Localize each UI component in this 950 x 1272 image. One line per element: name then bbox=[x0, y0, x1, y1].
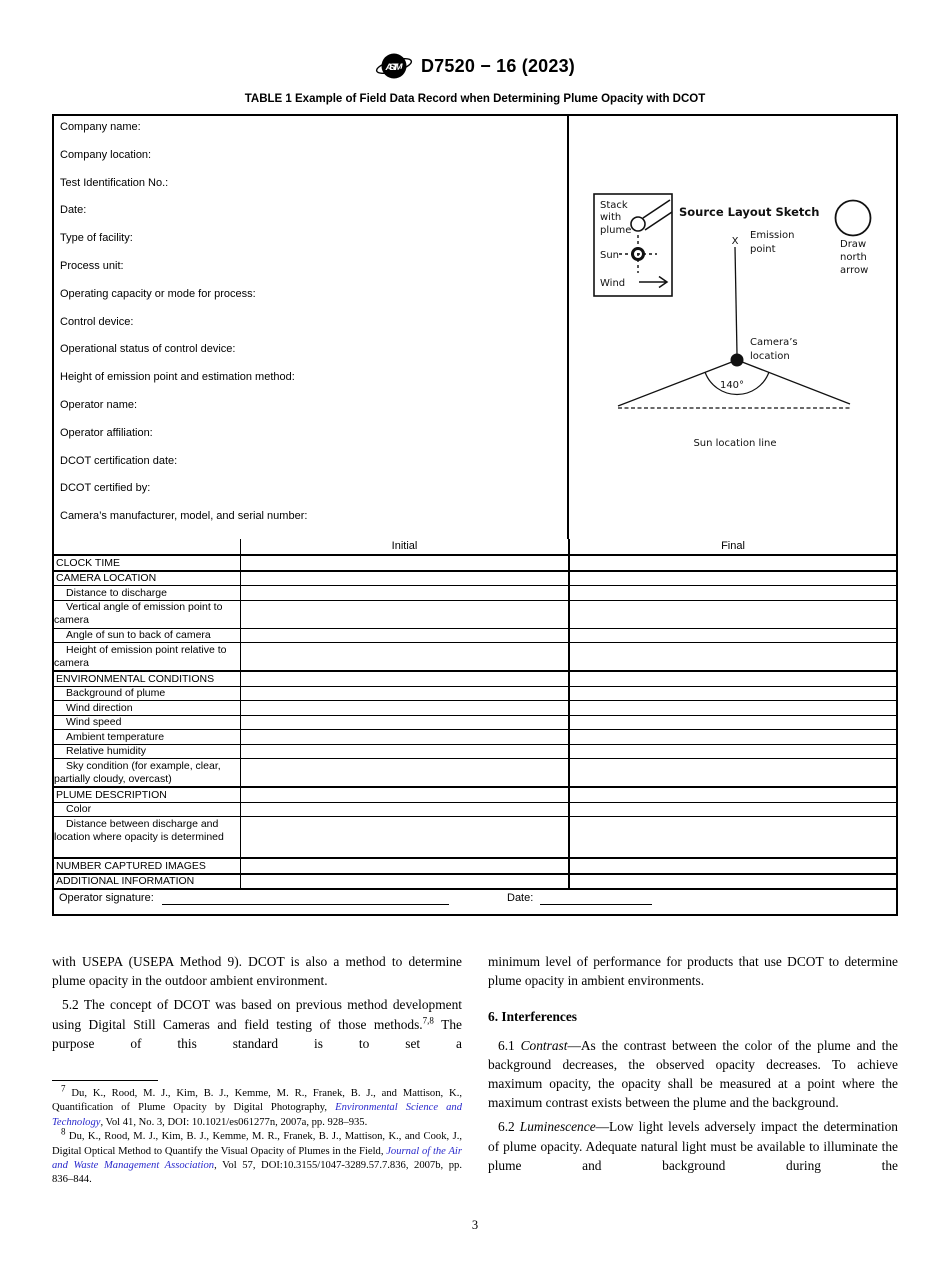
table-row bbox=[54, 670, 896, 686]
form-field-label: Date: bbox=[60, 204, 87, 217]
initial-value-cell bbox=[241, 875, 570, 889]
footnote-journal-link[interactable]: Environmental Science and Technology bbox=[52, 1102, 462, 1128]
source-layout-sketch bbox=[569, 116, 896, 539]
angle-value-label: 140° bbox=[719, 380, 744, 391]
table-row bbox=[54, 642, 896, 670]
stack-plume-icon bbox=[631, 200, 672, 231]
clause-number: 6.2 bbox=[498, 1119, 520, 1135]
paragraph-text: —As the contrast between the color of the plume and the background decreases, the observed opacity decreases. To achieve maximum opacity, the opacity shall be measured at a point where the maximum contrast exists between the plume and the background. bbox=[488, 1037, 898, 1111]
final-value-cell bbox=[570, 572, 896, 586]
draw-north-label: arrow bbox=[839, 265, 869, 276]
sun-location-line-label: Sun location line bbox=[693, 438, 777, 449]
row-label-cell: Distance between discharge and location where opacity is determined bbox=[54, 817, 241, 857]
wind-arrow-icon bbox=[639, 277, 667, 288]
draw-north-label: north bbox=[839, 252, 867, 263]
initial-value-cell bbox=[241, 601, 570, 628]
initial-value-cell bbox=[241, 817, 570, 857]
footnote-text: , Vol 41, No. 3, DOI: 10.1021/es061277n, 2007a, pp. 928–935. bbox=[100, 1116, 368, 1128]
table-row bbox=[54, 570, 896, 586]
form-field-label: Company location: bbox=[60, 148, 152, 161]
form-fields bbox=[54, 116, 569, 539]
final-value-cell bbox=[570, 817, 896, 857]
operator-signature-label: Operator signature: bbox=[59, 892, 154, 904]
row-label-cell: Relative humidity bbox=[54, 745, 241, 759]
table-row bbox=[54, 744, 896, 759]
final-value-cell bbox=[570, 701, 896, 715]
camera-location-label: location bbox=[749, 351, 790, 362]
table-row bbox=[54, 786, 896, 802]
final-value-cell bbox=[570, 672, 896, 686]
paragraph-6-1 bbox=[488, 1036, 898, 1113]
final-value-cell bbox=[570, 859, 896, 873]
emission-point-marker: X bbox=[731, 236, 739, 247]
final-value-cell bbox=[570, 745, 896, 759]
footnote-text: Du, K., Rood, M. J., Kim, B. J., Kemme, M. R., Franek, B. J., and Mattison, K., Quantification of Plume Opacity by Digital Photography, bbox=[52, 1088, 462, 1114]
sketch-title: Source Layout Sketch bbox=[678, 205, 820, 219]
final-value-cell bbox=[570, 556, 896, 570]
form-field-label: Operational status of control device: bbox=[60, 343, 236, 356]
initial-value-cell bbox=[241, 745, 570, 759]
row-label-cell: Height of emission point relative to camera bbox=[54, 643, 241, 670]
footnote-rule bbox=[52, 1080, 158, 1081]
final-value-cell bbox=[570, 788, 896, 802]
clause-term: Luminescence bbox=[519, 1119, 596, 1135]
paragraph-text: The purpose of this standard is to set a bbox=[52, 1016, 462, 1051]
table-row bbox=[54, 600, 896, 628]
emission-point-label: Emission bbox=[749, 230, 795, 241]
document-header bbox=[0, 50, 950, 82]
footnote-marker: 8 bbox=[61, 1126, 66, 1137]
sight-line bbox=[735, 247, 737, 354]
form-field-label: Test Identification No.: bbox=[60, 176, 169, 189]
final-value-cell bbox=[570, 643, 896, 670]
clause-term: Contrast bbox=[520, 1037, 568, 1053]
initial-column-header: Initial bbox=[241, 539, 570, 554]
paragraph-text: 5.2 The concept of DCOT was based on previous method development using Digital Still Cameras and field testing of those methods. bbox=[52, 997, 462, 1032]
row-label-cell: NUMBER CAPTURED IMAGES bbox=[54, 859, 241, 873]
form-field-label: Camera’s manufacturer, model, and serial number: bbox=[60, 510, 308, 523]
emission-point-label: point bbox=[749, 244, 776, 255]
footnote-text: , Vol 57, DOI:10.3155/1047-3289.57.7.836, 2007b, pp. 836–844. bbox=[52, 1160, 462, 1186]
draw-north-label: Draw bbox=[839, 239, 866, 250]
header-spacer-cell bbox=[54, 539, 241, 554]
legend-wind-label: Wind bbox=[599, 278, 625, 289]
table-row bbox=[54, 729, 896, 744]
row-label-cell: ADDITIONAL INFORMATION bbox=[54, 875, 241, 889]
final-value-cell bbox=[570, 601, 896, 628]
initial-value-cell bbox=[241, 672, 570, 686]
table-row bbox=[54, 758, 896, 786]
row-label-cell: Color bbox=[54, 803, 241, 817]
final-value-cell bbox=[570, 759, 896, 786]
form-field-label: Operator name: bbox=[60, 398, 138, 411]
operator-signature-line bbox=[162, 904, 449, 905]
row-label-cell: Wind direction bbox=[54, 701, 241, 715]
clause-number: 6.1 bbox=[498, 1037, 521, 1053]
date-line bbox=[540, 904, 652, 905]
row-label-cell: Background of plume bbox=[54, 687, 241, 701]
footnote-marker: 7 bbox=[61, 1083, 66, 1094]
row-label-cell: Ambient temperature bbox=[54, 730, 241, 744]
page-number: 3 bbox=[471, 1218, 479, 1232]
paragraph-6-2 bbox=[488, 1117, 898, 1175]
footnotes bbox=[52, 1080, 462, 1188]
legend-stack-label: plume bbox=[599, 225, 632, 236]
sketch-drawing bbox=[569, 116, 897, 539]
table-1-title: TABLE 1 Example of Field Data Record when Determining Plume Opacity with DCOT bbox=[244, 93, 706, 105]
north-arrow-circle bbox=[835, 201, 870, 236]
table-row bbox=[54, 816, 896, 857]
table-row bbox=[54, 700, 896, 715]
svg-text:ASTM: ASTM bbox=[385, 62, 403, 73]
form-field-label: Operator affiliation: bbox=[60, 426, 153, 439]
signature-row bbox=[54, 888, 896, 914]
initial-value-cell bbox=[241, 788, 570, 802]
row-label-cell: Distance to discharge bbox=[54, 586, 241, 600]
footnote-7 bbox=[52, 1083, 462, 1130]
initial-value-cell bbox=[241, 759, 570, 786]
legend-stack-label: Stack bbox=[599, 200, 628, 211]
initial-value-cell bbox=[241, 629, 570, 643]
paragraph-text: —Low light levels adversely impact the determination of plume opacity. Adequate natural light must be available to illuminate the plume and background during the bbox=[488, 1119, 899, 1173]
field-data-record-table bbox=[52, 114, 898, 916]
form-field-label: Type of facility: bbox=[60, 232, 133, 245]
initial-value-cell bbox=[241, 586, 570, 600]
paragraph-5-2 bbox=[52, 995, 462, 1053]
table-row bbox=[54, 857, 896, 873]
final-column-header: Final bbox=[721, 540, 745, 552]
body-column-left bbox=[52, 952, 462, 1053]
legend-stack-label: with bbox=[599, 212, 621, 223]
form-field-label: DCOT certified by: bbox=[60, 482, 151, 495]
body-column-right bbox=[488, 952, 898, 1175]
initial-value-cell bbox=[241, 572, 570, 586]
table-row bbox=[54, 585, 896, 600]
form-field-label: Operating capacity or mode for process: bbox=[60, 287, 256, 300]
form-field-label: Control device: bbox=[60, 315, 134, 328]
paragraph: minimum level of performance for products that use DCOT to determine plume opacity in ambient environments. bbox=[488, 954, 898, 989]
row-label-cell: CAMERA LOCATION bbox=[54, 572, 241, 586]
sun-icon bbox=[619, 235, 657, 273]
form-field-label: Height of emission point and estimation method: bbox=[60, 371, 295, 384]
row-label-cell: ENVIRONMENTAL CONDITIONS bbox=[54, 672, 241, 686]
footnote-text: Du, K., Rood, M. J., Kim, B. J., Kemme, M. R., Franek, B. J., Mattison, K., and Cook, J., Digital Optical Method to Quantify the Visual Opacity of Plumes in the Field, bbox=[52, 1131, 462, 1157]
row-label-cell: Sky condition (for example, clear, partially cloudy, overcast) bbox=[54, 759, 241, 786]
form-field-label: DCOT certification date: bbox=[60, 454, 178, 467]
section-heading-interferences: 6. Interferences bbox=[488, 1009, 577, 1025]
initial-value-cell bbox=[241, 701, 570, 715]
initial-value-cell bbox=[241, 687, 570, 701]
footnote-reference: 7,8 bbox=[422, 1015, 434, 1026]
final-value-cell bbox=[570, 629, 896, 643]
table-row bbox=[54, 802, 896, 817]
initial-value-cell bbox=[241, 730, 570, 744]
row-label-cell: Wind speed bbox=[54, 716, 241, 730]
final-value-cell bbox=[570, 687, 896, 701]
legend-sun-label: Sun bbox=[599, 250, 619, 261]
final-value-cell bbox=[570, 716, 896, 730]
footnote-journal-link[interactable]: Journal of the Air and Waste Management Association bbox=[52, 1145, 462, 1172]
table-row bbox=[54, 686, 896, 701]
row-label-cell: CLOCK TIME bbox=[54, 556, 241, 570]
row-label-cell: Vertical angle of emission point to camera bbox=[54, 601, 241, 628]
form-field-label: Process unit: bbox=[60, 259, 124, 272]
initial-value-cell bbox=[241, 803, 570, 817]
final-value-cell bbox=[570, 730, 896, 744]
table-top-section bbox=[54, 116, 896, 539]
table-row bbox=[54, 715, 896, 730]
data-table-body bbox=[54, 554, 896, 888]
date-label: Date: bbox=[507, 892, 534, 904]
data-table-header bbox=[54, 539, 896, 554]
camera-location-label: Camera’s bbox=[749, 337, 798, 348]
paragraph: with USEPA (USEPA Method 9). DCOT is also a method to determine plume opacity in the outdoor ambient environment. bbox=[52, 954, 462, 989]
angle-line-right bbox=[737, 360, 850, 404]
row-label-cell: PLUME DESCRIPTION bbox=[54, 788, 241, 802]
astm-logo-icon bbox=[375, 50, 413, 82]
footnote-8 bbox=[52, 1126, 462, 1188]
table-row bbox=[54, 873, 896, 889]
table-row bbox=[54, 628, 896, 643]
final-value-cell bbox=[570, 803, 896, 817]
final-value-cell bbox=[570, 586, 896, 600]
row-label-cell: Angle of sun to back of camera bbox=[54, 629, 241, 643]
initial-value-cell bbox=[241, 643, 570, 670]
final-value-cell bbox=[570, 875, 896, 889]
initial-value-cell bbox=[241, 716, 570, 730]
standard-designation: D7520 − 16 (2023) bbox=[420, 55, 575, 76]
table-row bbox=[54, 554, 896, 570]
initial-value-cell bbox=[241, 556, 570, 570]
initial-value-cell bbox=[241, 859, 570, 873]
form-field-label: Company name: bbox=[60, 121, 141, 133]
